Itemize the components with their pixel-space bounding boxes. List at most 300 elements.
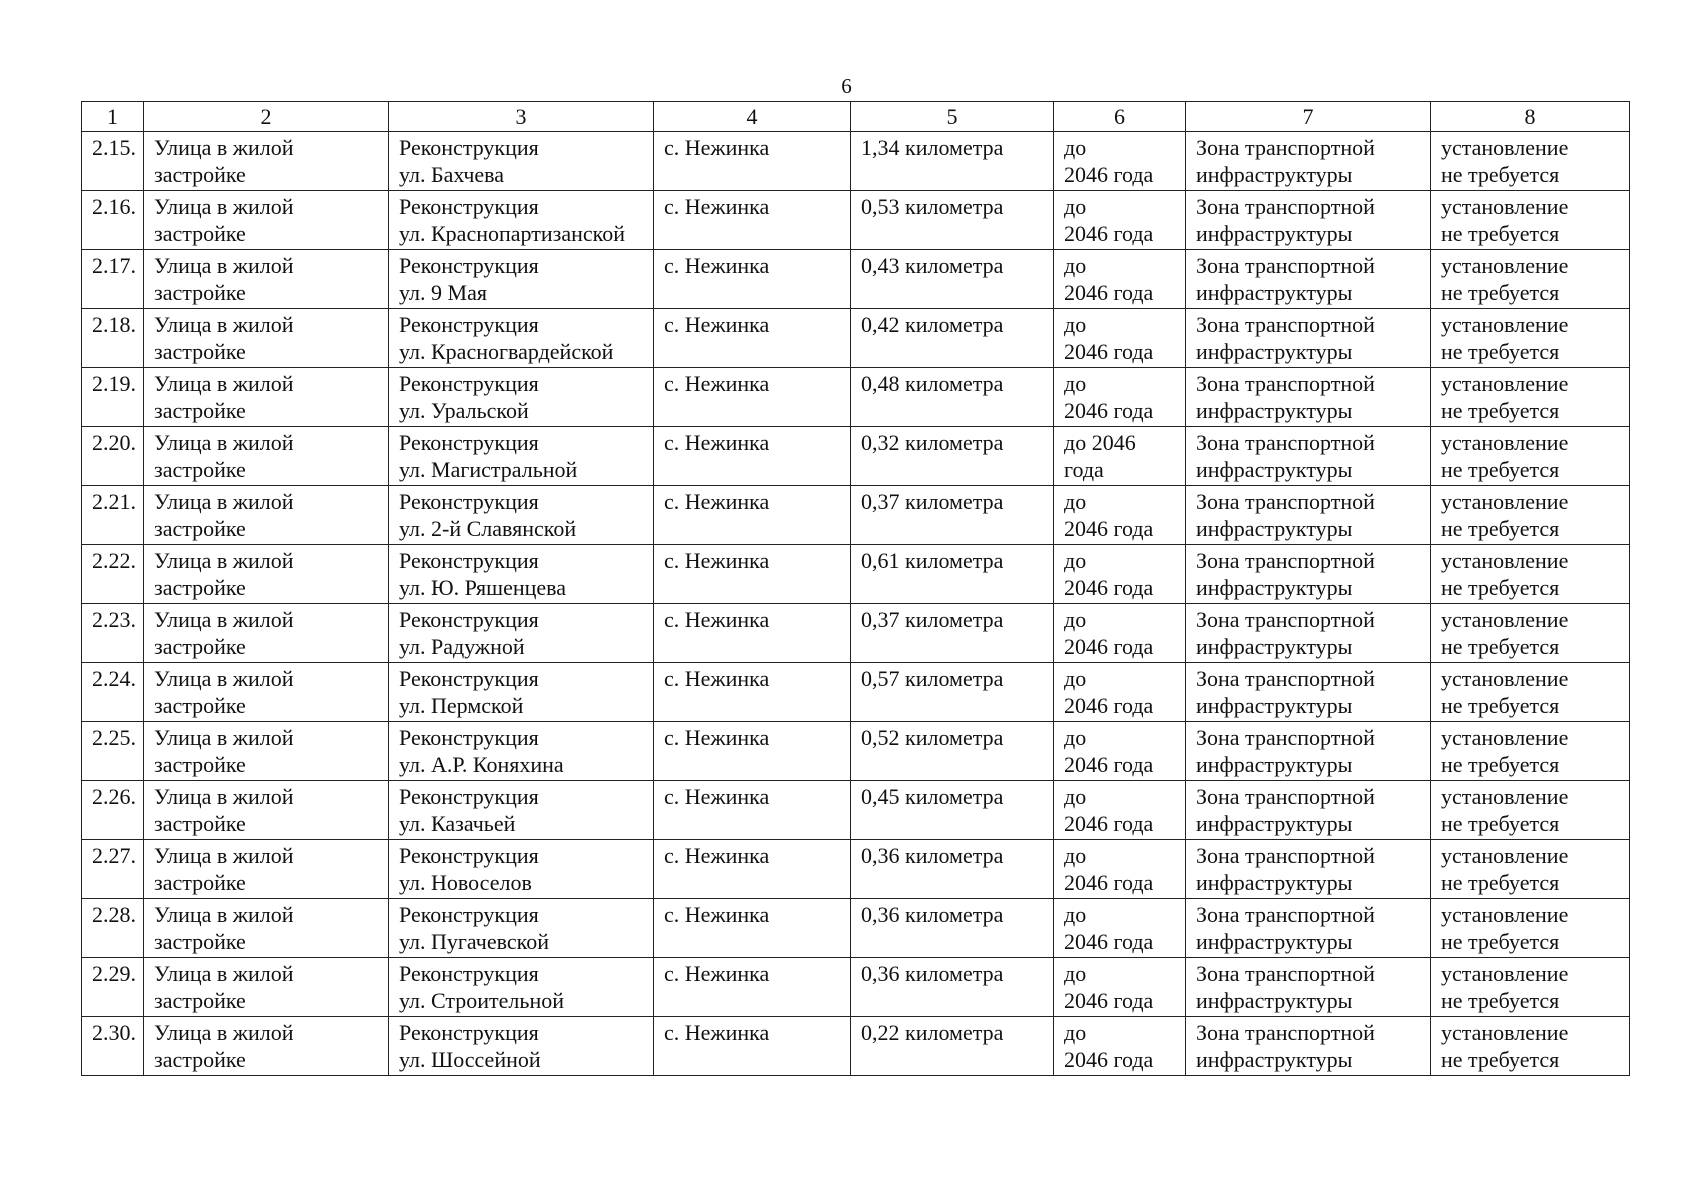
protection-zone-cell — [1431, 781, 1630, 840]
object-name-line: застройке — [154, 457, 246, 482]
location-cell — [654, 368, 851, 427]
zone-line: инфраструктуры — [1196, 811, 1353, 836]
protection-line: не требуется — [1441, 221, 1560, 246]
location-text: с. Нежинка — [664, 430, 770, 455]
table-row — [82, 309, 1630, 368]
length-text: 0,32 километра — [861, 430, 1004, 455]
row-number-cell — [82, 368, 144, 427]
object-name-line: Улица в жилой — [154, 843, 294, 868]
purpose-line: ул. Строительной — [399, 988, 564, 1013]
object-name-line: застройке — [154, 752, 246, 777]
term-line: до — [1064, 725, 1087, 750]
zone-line: Зона транспортной — [1196, 666, 1375, 691]
term-line: 2046 года — [1064, 575, 1154, 600]
term-line: до — [1064, 902, 1087, 927]
purpose-line: Реконструкция — [399, 784, 539, 809]
zone-line: Зона транспортной — [1196, 135, 1375, 160]
length-cell — [851, 368, 1054, 427]
object-name-cell — [144, 545, 389, 604]
zone-line: инфраструктуры — [1196, 988, 1353, 1013]
table-header-row — [82, 102, 1630, 132]
length-text: 0,57 километра — [861, 666, 1004, 691]
zone-line: Зона транспортной — [1196, 725, 1375, 750]
protection-line: установление — [1441, 902, 1569, 927]
row-number-cell — [82, 604, 144, 663]
term-line: до — [1064, 1020, 1087, 1045]
term-line: до — [1064, 135, 1087, 160]
zone-line: инфраструктуры — [1196, 752, 1353, 777]
purpose-line: Реконструкция — [399, 489, 539, 514]
location-text: с. Нежинка — [664, 843, 770, 868]
protection-line: установление — [1441, 843, 1569, 868]
length-cell — [851, 899, 1054, 958]
object-name-line: застройке — [154, 280, 246, 305]
zone-cell — [1186, 899, 1431, 958]
term-line: до — [1064, 666, 1087, 691]
row-number-cell — [82, 781, 144, 840]
length-cell — [851, 486, 1054, 545]
purpose-cell — [389, 958, 654, 1017]
zone-cell — [1186, 427, 1431, 486]
zone-cell — [1186, 604, 1431, 663]
zone-line: инфраструктуры — [1196, 929, 1353, 954]
length-cell — [851, 132, 1054, 191]
object-name-line: Улица в жилой — [154, 666, 294, 691]
object-name-line: Улица в жилой — [154, 725, 294, 750]
protection-zone-cell — [1431, 899, 1630, 958]
object-name-cell — [144, 486, 389, 545]
object-name-line: Улица в жилой — [154, 961, 294, 986]
protection-zone-cell — [1431, 427, 1630, 486]
row-number-cell — [82, 663, 144, 722]
table-row — [82, 191, 1630, 250]
purpose-cell — [389, 427, 654, 486]
object-name-line: Улица в жилой — [154, 194, 294, 219]
header-cell-1: 1 — [82, 102, 144, 132]
purpose-cell — [389, 486, 654, 545]
protection-zone-cell — [1431, 309, 1630, 368]
length-cell — [851, 781, 1054, 840]
page-number: 6 — [841, 74, 852, 98]
purpose-line: Реконструкция — [399, 961, 539, 986]
protection-line: не требуется — [1441, 752, 1560, 777]
protection-line: установление — [1441, 725, 1569, 750]
purpose-line: ул. Красногвардейской — [399, 339, 614, 364]
protection-zone-cell — [1431, 604, 1630, 663]
row-number: 2.24. — [92, 666, 136, 691]
protection-zone-cell — [1431, 191, 1630, 250]
term-line: 2046 года — [1064, 162, 1154, 187]
table-row — [82, 250, 1630, 309]
header-cell-6: 6 — [1054, 102, 1186, 132]
zone-line: Зона транспортной — [1196, 312, 1375, 337]
term-cell — [1054, 309, 1186, 368]
row-number: 2.16. — [92, 194, 136, 219]
protection-line: не требуется — [1441, 457, 1560, 482]
object-name-line: застройке — [154, 634, 246, 659]
row-number-cell — [82, 191, 144, 250]
table-row — [82, 132, 1630, 191]
header-cell-8: 8 — [1431, 102, 1630, 132]
purpose-line: Реконструкция — [399, 843, 539, 868]
purpose-line: Реконструкция — [399, 253, 539, 278]
object-name-line: застройке — [154, 162, 246, 187]
term-line: 2046 года — [1064, 752, 1154, 777]
protection-line: установление — [1441, 607, 1569, 632]
zone-line: инфраструктуры — [1196, 1047, 1353, 1072]
object-name-cell — [144, 722, 389, 781]
row-number: 2.21. — [92, 489, 136, 514]
protection-line: не требуется — [1441, 693, 1560, 718]
purpose-cell — [389, 663, 654, 722]
length-cell — [851, 309, 1054, 368]
row-number-cell — [82, 722, 144, 781]
location-text: с. Нежинка — [664, 725, 770, 750]
zone-cell — [1186, 191, 1431, 250]
protection-line: не требуется — [1441, 280, 1560, 305]
term-cell — [1054, 604, 1186, 663]
location-text: с. Нежинка — [664, 784, 770, 809]
term-line: до — [1064, 548, 1087, 573]
table-row — [82, 663, 1630, 722]
location-text: с. Нежинка — [664, 666, 770, 691]
table-row — [82, 604, 1630, 663]
object-name-line: Улица в жилой — [154, 489, 294, 514]
protection-line: не требуется — [1441, 811, 1560, 836]
purpose-cell — [389, 1017, 654, 1076]
table-row — [82, 899, 1630, 958]
location-cell — [654, 309, 851, 368]
length-cell — [851, 250, 1054, 309]
protection-zone-cell — [1431, 132, 1630, 191]
row-number-cell — [82, 958, 144, 1017]
location-cell — [654, 545, 851, 604]
object-name-line: застройке — [154, 1047, 246, 1072]
object-name-line: Улица в жилой — [154, 312, 294, 337]
zone-line: Зона транспортной — [1196, 607, 1375, 632]
term-line: 2046 года — [1064, 929, 1154, 954]
object-name-line: Улица в жилой — [154, 253, 294, 278]
length-cell — [851, 427, 1054, 486]
zone-cell — [1186, 545, 1431, 604]
protection-zone-cell — [1431, 486, 1630, 545]
row-number: 2.17. — [92, 253, 136, 278]
location-cell — [654, 722, 851, 781]
zone-cell — [1186, 1017, 1431, 1076]
term-line: до — [1064, 194, 1087, 219]
location-cell — [654, 191, 851, 250]
object-name-line: застройке — [154, 693, 246, 718]
term-cell — [1054, 250, 1186, 309]
term-cell — [1054, 368, 1186, 427]
protection-zone-cell — [1431, 250, 1630, 309]
row-number-cell — [82, 309, 144, 368]
purpose-line: ул. Шоссейной — [399, 1047, 541, 1072]
purpose-line: ул. Новоселов — [399, 870, 532, 895]
length-cell — [851, 545, 1054, 604]
purpose-line: Реконструкция — [399, 666, 539, 691]
length-text: 0,36 километра — [861, 902, 1004, 927]
length-text: 0,22 километра — [861, 1020, 1004, 1045]
zone-cell — [1186, 781, 1431, 840]
zone-line: Зона транспортной — [1196, 1020, 1375, 1045]
zone-cell — [1186, 368, 1431, 427]
protection-line: не требуется — [1441, 870, 1560, 895]
protection-zone-cell — [1431, 663, 1630, 722]
zone-line: инфраструктуры — [1196, 634, 1353, 659]
protection-line: не требуется — [1441, 162, 1560, 187]
purpose-line: Реконструкция — [399, 135, 539, 160]
row-number: 2.23. — [92, 607, 136, 632]
row-number: 2.20. — [92, 430, 136, 455]
term-cell — [1054, 545, 1186, 604]
object-name-cell — [144, 604, 389, 663]
protection-line: не требуется — [1441, 398, 1560, 423]
protection-line: не требуется — [1441, 339, 1560, 364]
object-name-line: Улица в жилой — [154, 902, 294, 927]
length-cell — [851, 604, 1054, 663]
purpose-line: Реконструкция — [399, 902, 539, 927]
purpose-line: Реконструкция — [399, 430, 539, 455]
length-text: 0,36 километра — [861, 961, 1004, 986]
purpose-line: ул. Бахчева — [399, 162, 505, 187]
zone-line: Зона транспортной — [1196, 489, 1375, 514]
purpose-line: ул. Уральской — [399, 398, 529, 423]
length-text: 0,37 километра — [861, 607, 1004, 632]
location-text: с. Нежинка — [664, 902, 770, 927]
header-cell-2: 2 — [144, 102, 389, 132]
purpose-line: ул. Пугачевской — [399, 929, 550, 954]
purpose-cell — [389, 604, 654, 663]
object-name-cell — [144, 132, 389, 191]
object-name-line: Улица в жилой — [154, 1020, 294, 1045]
term-line: до — [1064, 607, 1087, 632]
term-cell — [1054, 1017, 1186, 1076]
object-name-cell — [144, 899, 389, 958]
location-cell — [654, 781, 851, 840]
location-text: с. Нежинка — [664, 489, 770, 514]
term-line: до — [1064, 961, 1087, 986]
length-cell — [851, 663, 1054, 722]
purpose-line: Реконструкция — [399, 607, 539, 632]
object-name-line: застройке — [154, 575, 246, 600]
protection-line: установление — [1441, 371, 1569, 396]
purpose-line: ул. Казачьей — [399, 811, 516, 836]
protection-line: установление — [1441, 312, 1569, 337]
purpose-line: ул. 2-й Славянской — [399, 516, 577, 541]
location-text: с. Нежинка — [664, 548, 770, 573]
table-row — [82, 958, 1630, 1017]
protection-zone-cell — [1431, 1017, 1630, 1076]
protection-line: установление — [1441, 1020, 1569, 1045]
term-line: 2046 года — [1064, 398, 1154, 423]
length-cell — [851, 1017, 1054, 1076]
length-text: 1,34 километра — [861, 135, 1004, 160]
term-cell — [1054, 781, 1186, 840]
object-name-line: Улица в жилой — [154, 135, 294, 160]
zone-line: Зона транспортной — [1196, 548, 1375, 573]
object-name-cell — [144, 1017, 389, 1076]
length-text: 0,53 километра — [861, 194, 1004, 219]
protection-line: установление — [1441, 784, 1569, 809]
row-number-cell — [82, 250, 144, 309]
protection-line: установление — [1441, 135, 1569, 160]
table-row — [82, 486, 1630, 545]
object-name-line: застройке — [154, 398, 246, 423]
table-row — [82, 722, 1630, 781]
purpose-cell — [389, 545, 654, 604]
zone-cell — [1186, 132, 1431, 191]
protection-line: установление — [1441, 489, 1569, 514]
purpose-line: ул. Краснопартизанской — [399, 221, 625, 246]
location-cell — [654, 958, 851, 1017]
row-number-cell — [82, 132, 144, 191]
protection-line: установление — [1441, 548, 1569, 573]
term-line: до — [1064, 784, 1087, 809]
protection-line: установление — [1441, 666, 1569, 691]
location-text: с. Нежинка — [664, 607, 770, 632]
row-number: 2.27. — [92, 843, 136, 868]
protection-zone-cell — [1431, 545, 1630, 604]
row-number: 2.22. — [92, 548, 136, 573]
purpose-line: ул. Ю. Ряшенцева — [399, 575, 567, 600]
zone-line: инфраструктуры — [1196, 162, 1353, 187]
table-row — [82, 427, 1630, 486]
object-name-cell — [144, 427, 389, 486]
length-text: 0,52 километра — [861, 725, 1004, 750]
object-name-line: Улица в жилой — [154, 430, 294, 455]
zone-cell — [1186, 840, 1431, 899]
object-name-line: Улица в жилой — [154, 371, 294, 396]
length-text: 0,36 километра — [861, 843, 1004, 868]
object-name-cell — [144, 309, 389, 368]
zone-line: инфраструктуры — [1196, 693, 1353, 718]
object-name-line: Улица в жилой — [154, 607, 294, 632]
length-text: 0,37 километра — [861, 489, 1004, 514]
location-cell — [654, 840, 851, 899]
protection-line: не требуется — [1441, 575, 1560, 600]
zone-cell — [1186, 958, 1431, 1017]
object-name-line: застройке — [154, 221, 246, 246]
protection-zone-cell — [1431, 722, 1630, 781]
term-cell — [1054, 427, 1186, 486]
location-text: с. Нежинка — [664, 961, 770, 986]
zone-line: инфраструктуры — [1196, 870, 1353, 895]
purpose-line: Реконструкция — [399, 371, 539, 396]
length-text: 0,61 километра — [861, 548, 1004, 573]
location-cell — [654, 663, 851, 722]
header-cell-4: 4 — [654, 102, 851, 132]
zone-line: инфраструктуры — [1196, 457, 1353, 482]
protection-line: не требуется — [1441, 988, 1560, 1013]
term-line: 2046 года — [1064, 811, 1154, 836]
table-row — [82, 545, 1630, 604]
row-number: 2.30. — [92, 1020, 136, 1045]
object-name-line: застройке — [154, 870, 246, 895]
zone-line: Зона транспортной — [1196, 843, 1375, 868]
row-number: 2.18. — [92, 312, 136, 337]
term-cell — [1054, 958, 1186, 1017]
location-cell — [654, 132, 851, 191]
length-cell — [851, 958, 1054, 1017]
header-cell-5: 5 — [851, 102, 1054, 132]
table-row — [82, 1017, 1630, 1076]
term-line: 2046 года — [1064, 693, 1154, 718]
location-text: с. Нежинка — [664, 253, 770, 278]
table-row — [82, 840, 1630, 899]
length-text: 0,43 километра — [861, 253, 1004, 278]
row-number: 2.28. — [92, 902, 136, 927]
term-cell — [1054, 840, 1186, 899]
table-row — [82, 781, 1630, 840]
purpose-line: ул. 9 Мая — [399, 280, 487, 305]
zone-cell — [1186, 722, 1431, 781]
length-cell — [851, 722, 1054, 781]
table-body — [82, 132, 1630, 1076]
purpose-line: Реконструкция — [399, 194, 539, 219]
length-cell — [851, 191, 1054, 250]
row-number: 2.26. — [92, 784, 136, 809]
zone-line: Зона транспортной — [1196, 194, 1375, 219]
protection-line: не требуется — [1441, 1047, 1560, 1072]
protection-zone-cell — [1431, 368, 1630, 427]
term-line: до — [1064, 312, 1087, 337]
term-line: 2046 года — [1064, 516, 1154, 541]
purpose-cell — [389, 250, 654, 309]
zone-cell — [1186, 486, 1431, 545]
length-text: 0,42 километра — [861, 312, 1004, 337]
location-cell — [654, 486, 851, 545]
object-name-cell — [144, 191, 389, 250]
zone-cell — [1186, 663, 1431, 722]
object-name-line: застройке — [154, 516, 246, 541]
row-number-cell — [82, 545, 144, 604]
term-line: до — [1064, 371, 1087, 396]
term-line: года — [1064, 457, 1104, 482]
zone-line: инфраструктуры — [1196, 339, 1353, 364]
term-line: до — [1064, 489, 1087, 514]
zone-line: Зона транспортной — [1196, 430, 1375, 455]
purpose-cell — [389, 840, 654, 899]
zone-cell — [1186, 309, 1431, 368]
purpose-line: ул. Радужной — [399, 634, 525, 659]
location-cell — [654, 1017, 851, 1076]
location-text: с. Нежинка — [664, 1020, 770, 1045]
zone-line: Зона транспортной — [1196, 784, 1375, 809]
row-number: 2.29. — [92, 961, 136, 986]
purpose-line: Реконструкция — [399, 312, 539, 337]
object-name-line: застройке — [154, 929, 246, 954]
term-cell — [1054, 899, 1186, 958]
location-text: с. Нежинка — [664, 135, 770, 160]
term-cell — [1054, 191, 1186, 250]
term-line: 2046 года — [1064, 870, 1154, 895]
term-line: 2046 года — [1064, 634, 1154, 659]
term-cell — [1054, 663, 1186, 722]
row-number-cell — [82, 1017, 144, 1076]
term-line: 2046 года — [1064, 221, 1154, 246]
row-number: 2.15. — [92, 135, 136, 160]
length-text: 0,45 километра — [861, 784, 1004, 809]
purpose-cell — [389, 781, 654, 840]
object-name-line: застройке — [154, 811, 246, 836]
zone-line: Зона транспортной — [1196, 371, 1375, 396]
object-name-cell — [144, 250, 389, 309]
purpose-line: ул. А.Р. Коняхина — [399, 752, 564, 777]
term-line: до — [1064, 253, 1087, 278]
table-row — [82, 368, 1630, 427]
row-number: 2.19. — [92, 371, 136, 396]
